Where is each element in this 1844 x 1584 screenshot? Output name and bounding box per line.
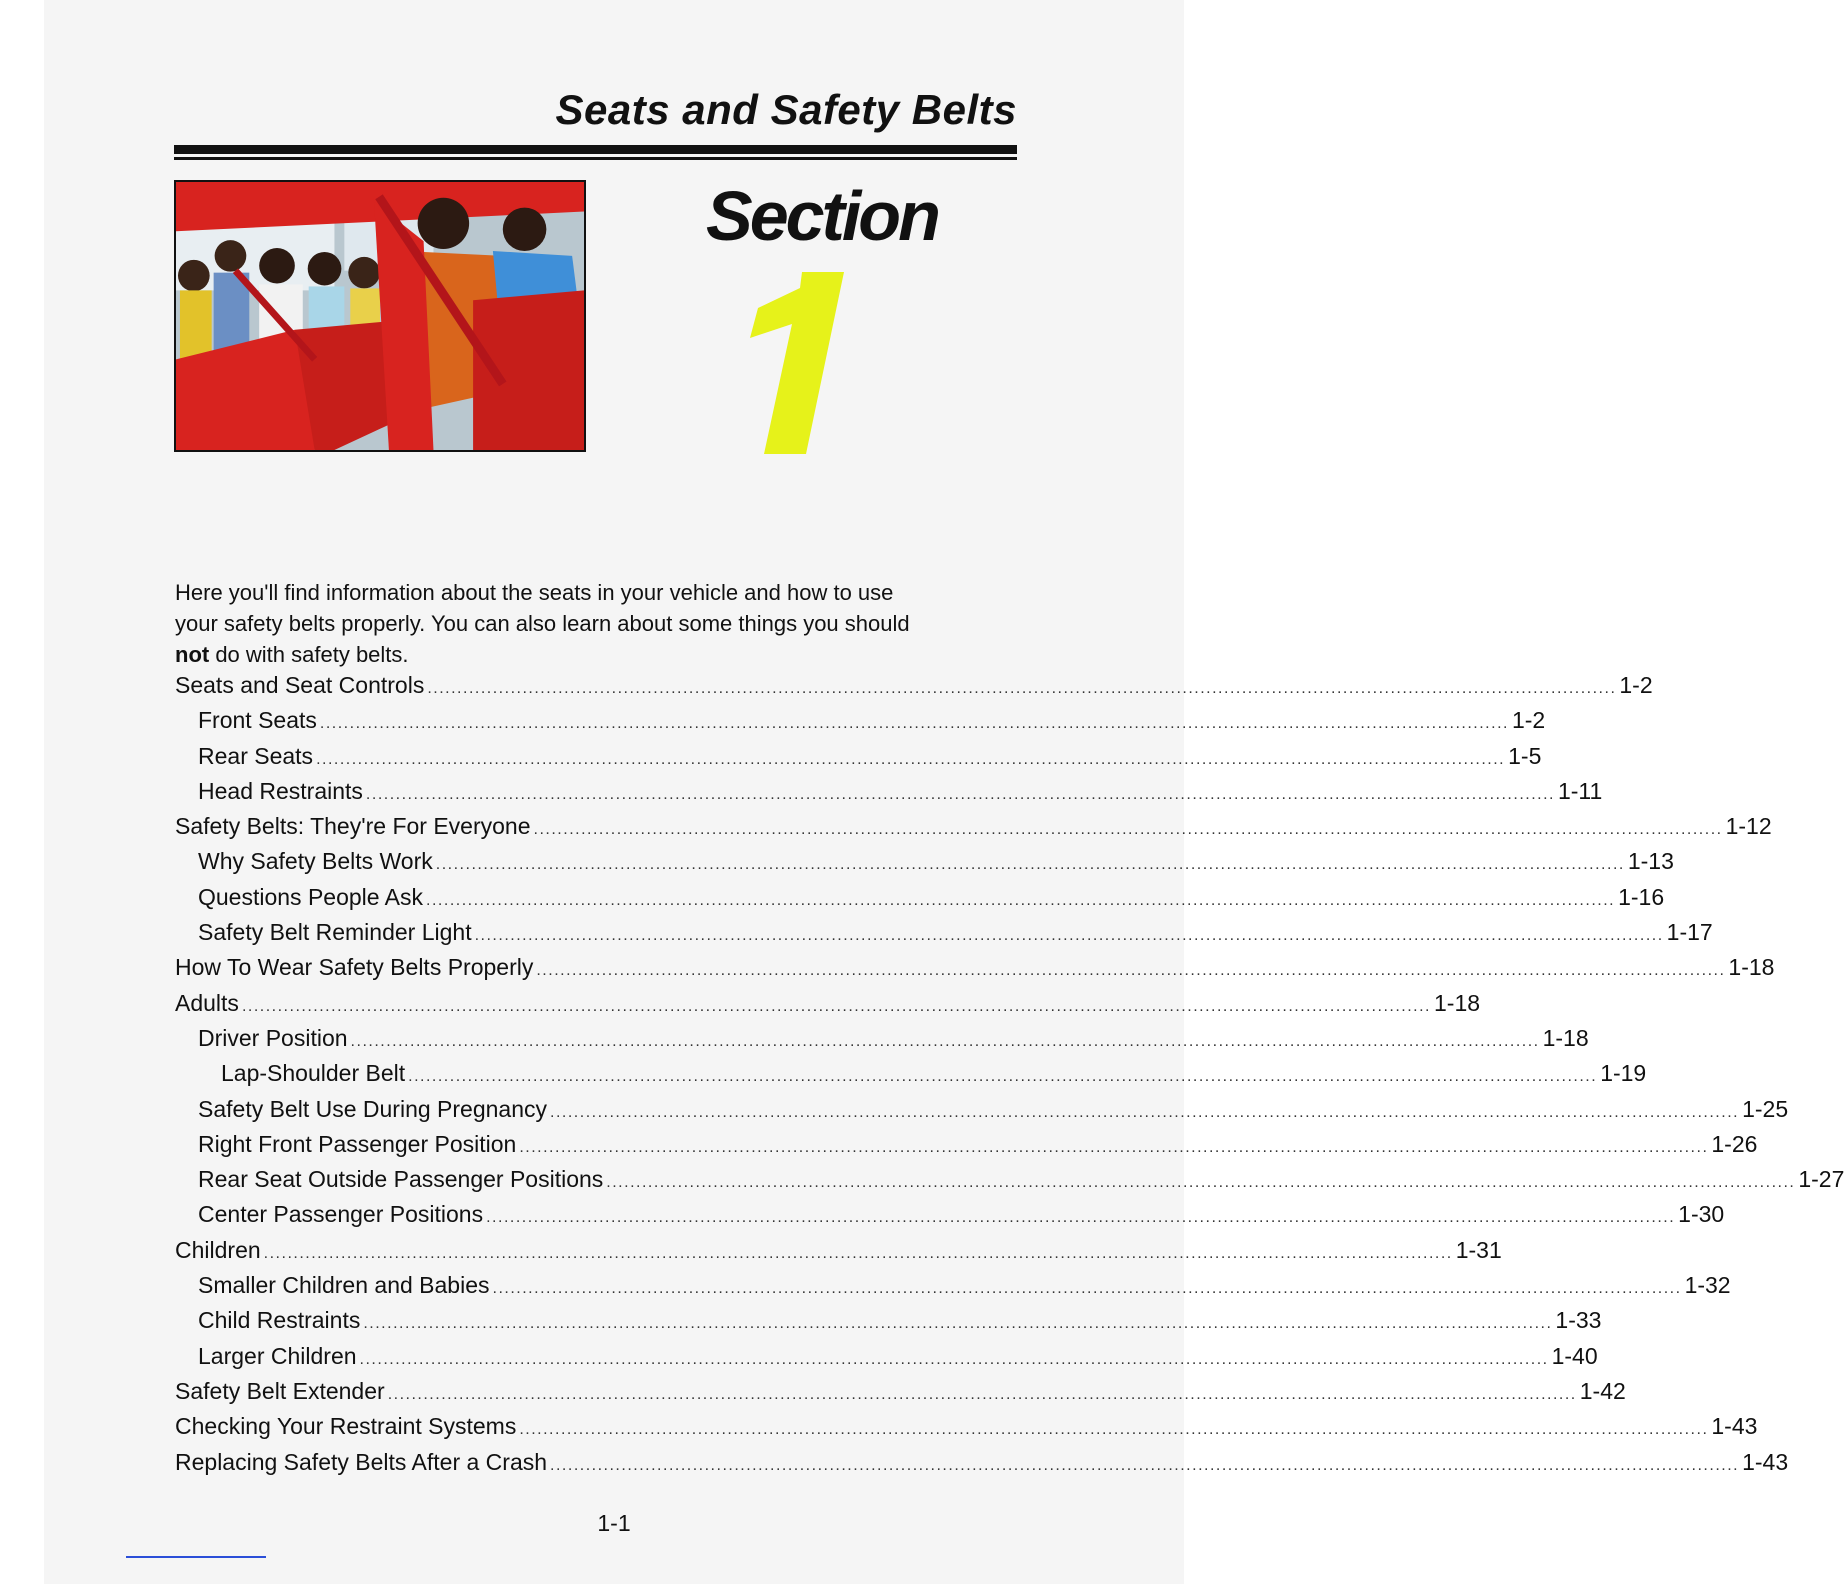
toc-entry[interactable] [175, 989, 1481, 1025]
toc-entry[interactable] [175, 1130, 1758, 1166]
toc-dot-leader: ........................................................................................................................................................................................................ [365, 785, 1555, 803]
toc-entry-title: Adults [175, 989, 239, 1016]
toc-entry[interactable] [175, 883, 1665, 919]
toc-entry-title: Safety Belt Reminder Light [198, 919, 472, 946]
toc-dot-leader: ........................................................................................................................................................................................................ [408, 1068, 1598, 1086]
toc-entry[interactable] [175, 1095, 1789, 1131]
toc-entry[interactable] [175, 1413, 1758, 1448]
toc-entry-page: 1-30 [1678, 1201, 1725, 1228]
toc-entry-page: 1-16 [1618, 883, 1665, 910]
toc-entry-title: Rear Seat Outside Passenger Positions [198, 1166, 604, 1193]
toc-entry[interactable] [175, 672, 1653, 707]
toc-entry-title: Questions People Ask [198, 883, 424, 910]
toc-entry[interactable] [175, 1060, 1647, 1095]
toc-dot-leader: ........................................................................................................................................................................................................ [319, 715, 1509, 733]
toc-dot-leader: ........................................................................................................................................................................................................ [426, 891, 1616, 909]
chapter-header-title: Seats and Safety Belts [555, 86, 1017, 133]
toc-entry[interactable] [175, 1342, 1598, 1378]
toc-entry-page: 1-17 [1666, 919, 1713, 946]
toc-entry[interactable] [175, 813, 1772, 848]
toc-dot-leader: ........................................................................................................................................................................................................ [359, 1350, 1549, 1368]
toc-dot-leader: ........................................................................................................................................................................................................ [519, 1421, 1709, 1439]
toc-entry-title: Right Front Passenger Position [198, 1130, 517, 1157]
toc-dot-leader: ........................................................................................................................................................................................................ [263, 1244, 1453, 1262]
toc-entry-page: 1-42 [1579, 1377, 1626, 1404]
toc-entry-page: 1-18 [1434, 989, 1481, 1016]
toc-entry-title: Front Seats [198, 707, 317, 734]
toc-entry[interactable] [175, 1307, 1602, 1342]
toc-entry-title: Replacing Safety Belts After a Crash [175, 1448, 548, 1475]
toc-dot-leader: ........................................................................................................................................................................................................ [519, 1138, 1709, 1156]
toc-entry-title: Child Restraints [198, 1307, 361, 1334]
toc-entry-title: Smaller Children and Babies [198, 1272, 490, 1299]
toc-entry-page: 1-33 [1555, 1307, 1602, 1334]
toc-entry-title: Safety Belt Use During Pregnancy [198, 1095, 548, 1122]
section-label: Section [706, 177, 938, 255]
toc-entry-title: Safety Belts: They're For Everyone [175, 813, 531, 840]
toc-dot-leader: ........................................................................................................................................................................................................ [550, 1456, 1740, 1474]
toc-entry-page: 1-43 [1742, 1448, 1789, 1475]
toc-dot-leader: ........................................................................................................................................................................................................ [363, 1315, 1553, 1333]
toc-entry-page: 1-25 [1742, 1095, 1789, 1122]
intro-paragraph [175, 577, 1020, 670]
toc-entry-page: 1-11 [1557, 777, 1603, 804]
toc-entry-page: 1-43 [1711, 1413, 1758, 1440]
toc-entry-title: Driver Position [198, 1024, 348, 1051]
toc-entry[interactable] [175, 1448, 1789, 1484]
toc-entry-title: Center Passenger Positions [198, 1201, 484, 1228]
intro-line-1: Here you'll find information about the seats in your vehicle and how to use [175, 580, 894, 605]
toc-entry-page: 1-19 [1600, 1060, 1647, 1087]
toc-entry-title: Children [175, 1236, 261, 1263]
toc-entry[interactable] [175, 1166, 1844, 1201]
toc-entry-title: Seats and Seat Controls [175, 672, 425, 698]
toc-dot-leader: ........................................................................................................................................................................................................ [350, 1032, 1540, 1050]
toc-entry-title: Head Restraints [198, 777, 363, 804]
page-number: 1-1 [597, 1510, 631, 1536]
manual-page [44, 0, 1844, 1584]
toc-entry-page: 1-13 [1627, 848, 1674, 875]
toc-entry-page: 1-18 [1728, 954, 1775, 981]
family-in-vehicle-illustration [174, 180, 586, 452]
toc-entry-title: How To Wear Safety Belts Properly [175, 954, 534, 981]
toc-entry[interactable] [175, 742, 1542, 778]
section-number-graphic [744, 268, 854, 458]
toc-dot-leader: ........................................................................................................................................................................................................ [536, 962, 1726, 980]
toc-entry-title: Safety Belt Extender [175, 1377, 385, 1404]
toc-entry-page: 1-2 [1619, 672, 1653, 698]
toc-dot-leader: ........................................................................................................................................................................................................ [427, 680, 1617, 697]
toc-entry-page: 1-40 [1551, 1342, 1598, 1369]
toc-entry-title: Larger Children [198, 1342, 357, 1369]
toc-entry-page: 1-12 [1725, 813, 1772, 840]
toc-entry[interactable] [175, 848, 1674, 883]
toc-dot-leader: ........................................................................................................................................................................................................ [550, 1103, 1740, 1121]
toc-entry[interactable] [175, 1024, 1589, 1060]
toc-entry[interactable] [175, 1201, 1725, 1236]
toc-entry[interactable] [175, 954, 1775, 989]
bottom-link-underline[interactable] [126, 1556, 266, 1558]
intro-emphasis-word: not [175, 642, 210, 667]
toc-dot-leader: ........................................................................................................................................................................................................ [606, 1174, 1796, 1192]
toc-entry-page: 1-26 [1711, 1130, 1758, 1157]
toc-entry-page: 1-31 [1455, 1236, 1502, 1263]
toc-entry[interactable] [175, 707, 1546, 742]
table-of-contents [175, 672, 1844, 1484]
toc-entry-title: Checking Your Restraint Systems [175, 1413, 517, 1440]
intro-line-3 [175, 639, 1020, 670]
toc-entry-page: 1-27 [1798, 1166, 1844, 1193]
toc-dot-leader: ........................................................................................................................................................................................................ [486, 1209, 1676, 1227]
toc-entry[interactable] [175, 1236, 1502, 1272]
toc-entry-page: 1-2 [1511, 707, 1546, 734]
toc-dot-leader: ........................................................................................................................................................................................................ [492, 1280, 1682, 1298]
toc-entry-title: Why Safety Belts Work [198, 848, 433, 875]
intro-line-2: your safety belts properly. You can also learn about some things you should [175, 611, 910, 636]
toc-dot-leader: ........................................................................................................................................................................................................ [241, 997, 1431, 1015]
toc-dot-leader: ........................................................................................................................................................................................................ [533, 821, 1723, 839]
header-rule-thin [174, 157, 1017, 160]
toc-dot-leader: ........................................................................................................................................................................................................ [435, 856, 1625, 874]
family-in-vehicle-image [176, 182, 584, 450]
toc-entry[interactable] [175, 919, 1713, 954]
toc-entry[interactable] [175, 1272, 1731, 1307]
header-rule-thick [174, 145, 1017, 154]
toc-dot-leader: ........................................................................................................................................................................................................ [474, 927, 1664, 945]
toc-entry-title: Rear Seats [198, 742, 314, 769]
toc-dot-leader: ........................................................................................................................................................................................................ [387, 1385, 1577, 1403]
toc-entry[interactable] [175, 1377, 1626, 1413]
toc-entry[interactable] [175, 777, 1603, 813]
toc-entry-page: 1-5 [1508, 742, 1542, 769]
toc-dot-leader: ........................................................................................................................................................................................................ [316, 750, 1506, 768]
toc-entry-page: 1-18 [1542, 1024, 1589, 1051]
toc-entry-title: Lap-Shoulder Belt [221, 1060, 406, 1087]
intro-line-3-rest: do with safety belts. [209, 642, 409, 667]
toc-entry-page: 1-32 [1684, 1272, 1731, 1299]
